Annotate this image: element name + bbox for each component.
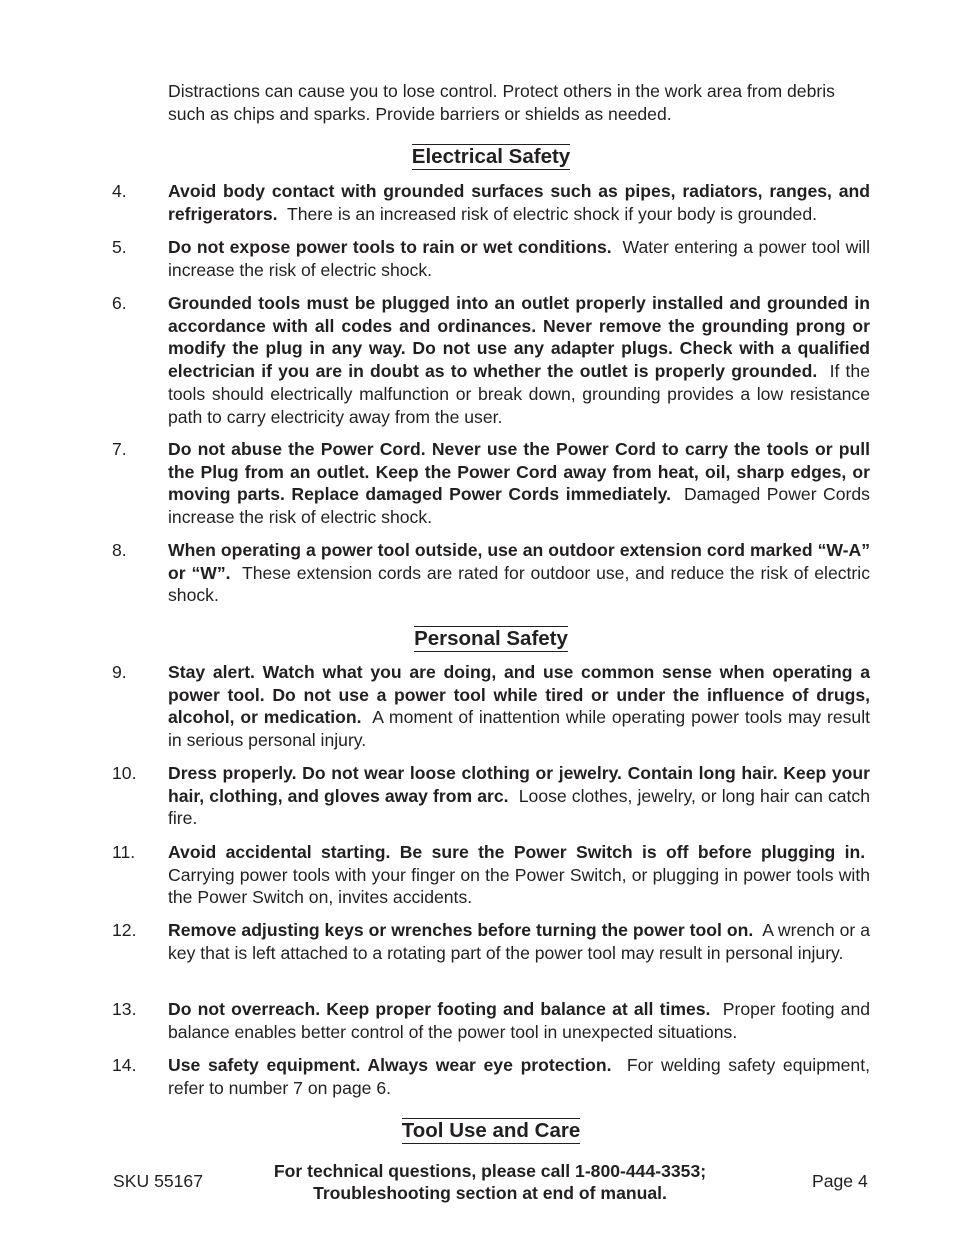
item-bold-text: Use safety equipment. Always wear eye protection. — [168, 1055, 612, 1075]
item-text — [168, 919, 870, 964]
item-number: 4. — [112, 181, 127, 201]
item-text — [168, 180, 870, 225]
item-bold-text: Do not expose power tools to rain or wet conditions. — [168, 237, 612, 257]
footer-page-number: Page 4 — [812, 1171, 868, 1191]
section-heading-personal-safety — [0, 625, 954, 652]
item-bold-text: Grounded tools must be plugged into an outlet properly installed and grounded in accordance with all codes and ordinances. Never remove the grounding prong or modify the plug in any way. Do not use any adapter plugs. Check with a qualified electrician if you are in doubt as to whether the outlet is properly grounded. — [168, 293, 870, 382]
item-number: 10. — [112, 763, 137, 783]
item-number: 6. — [112, 293, 127, 313]
item-number: 9. — [112, 662, 127, 682]
item-bold-text: Avoid accidental starting. Be sure the Power Switch is off before plugging in. — [168, 842, 866, 862]
item-number: 5. — [112, 237, 127, 257]
item-text — [168, 236, 870, 281]
item-text — [168, 762, 870, 830]
section-heading-tool-use-and-care — [0, 1117, 954, 1144]
footer-support-line-2: Troubleshooting section at end of manual. — [313, 1182, 667, 1203]
section-heading-label: Personal Safety — [414, 627, 568, 650]
item-text — [168, 292, 870, 428]
footer-support-note — [240, 1161, 740, 1204]
item-bold-text: Avoid body contact with grounded surfaces such as pipes, radiators, ranges, and refrigerators. — [168, 181, 870, 224]
item-bold-text: Remove adjusting keys or wrenches before turning the power tool on. — [168, 920, 754, 940]
intro-paragraph: Distractions can cause you to lose control. Protect others in the work area from debris such as chips and sparks. Provide barriers or shields as needed. — [168, 81, 835, 124]
item-text — [168, 841, 870, 909]
item-body-text: Carrying power tools with your finger on the Power Switch, or plugging in power tools with the Power Switch on, invites accidents. — [168, 864, 870, 908]
item-body-text: A wrench or a key that is left attached to a rotating part of the power tool may result in personal injury. — [168, 920, 870, 963]
item-bold-text: Do not abuse the Power Cord. Never use the Power Cord to carry the tools or pull the Plug from an outlet. Keep the Power Cord away from heat, oil, sharp edges, or moving parts. Replace damaged Power Cords immediately. — [168, 439, 870, 505]
section-heading-label: Electrical Safety — [411, 145, 571, 168]
item-number: 7. — [112, 439, 127, 459]
item-text — [168, 661, 870, 752]
item-number: 11. — [112, 842, 136, 862]
item-body-text: These extension cords are rated for outdoor use, and reduce the risk of electric shock. — [168, 562, 870, 606]
item-number: 14. — [112, 1055, 137, 1075]
item-bold-text: Stay alert. Watch what you are doing, and use common sense when operating a power tool. Do not use a power tool while tired or under the influence of drugs, alcohol, or medication. — [168, 662, 870, 728]
item-text — [168, 438, 870, 529]
section-heading-electrical-safety — [0, 143, 954, 170]
footer-sku: SKU 55167 — [113, 1171, 203, 1191]
section-heading-label: Tool Use and Care — [401, 1119, 581, 1142]
item-number: 12. — [112, 920, 137, 940]
item-text — [168, 539, 870, 607]
item-body-text: A moment of inattention while operating power tools may result in serious personal injury. — [168, 707, 870, 751]
item-body-text: Proper footing and balance enables better control of the power tool in unexpected situations. — [168, 999, 871, 1042]
item-body-text: If the tools should electrically malfunction or break down, grounding provides a low resistance path to carry electricity away from the user. — [168, 361, 871, 427]
item-body-text: Loose clothes, jewelry, or long hair can catch fire. — [168, 785, 871, 829]
item-text — [168, 998, 870, 1043]
item-bold-text: When operating a power tool outside, use an outdoor extension cord marked “W-A” or “W”. — [168, 540, 870, 583]
item-text — [168, 1054, 870, 1099]
item-number: 8. — [112, 540, 127, 560]
item-bold-text: Dress properly. Do not wear loose clothing or jewelry. Contain long hair. Keep your hair, clothing, and gloves away from arc. — [168, 763, 870, 806]
item-number: 13. — [112, 999, 137, 1019]
footer-support-line-1: For technical questions, please call 1-800-444-3353; — [273, 1161, 707, 1181]
item-body-text: For welding safety equipment, refer to number 7 on page 6. — [168, 1055, 870, 1098]
item-body-text: Damaged Power Cords increase the risk of electric shock. — [168, 484, 870, 528]
item-body-text: There is an increased risk of electric shock if your body is grounded. — [286, 203, 818, 224]
item-body-text: Water entering a power tool will increase the risk of electric shock. — [168, 237, 871, 280]
item-bold-text: Do not overreach. Keep proper footing and balance at all times. — [168, 999, 711, 1019]
